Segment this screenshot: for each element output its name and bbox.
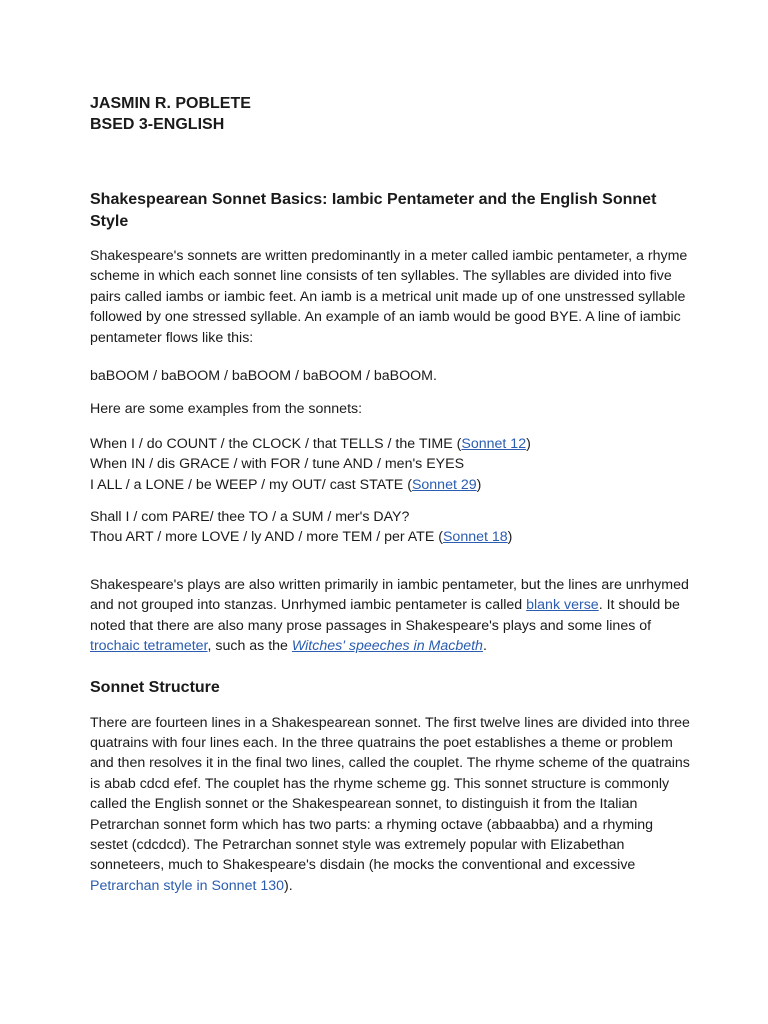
sonnet-example-group-2 [90, 507, 690, 548]
example-line-1-end: ) [526, 435, 531, 452]
witches-speeches-macbeth-link[interactable]: Witches' speeches in Macbeth [291, 638, 483, 655]
author-block [90, 93, 690, 135]
author-name: JASMIN R. POBLETE [90, 95, 251, 112]
example-line-1-text: When I / do COUNT / the CLOCK / that TELLS / the TIME ( [90, 435, 462, 452]
example-line-3-end: ) [476, 476, 482, 493]
example-line-4: Shall I / com PARE/ thee TO / a SUM / mer's DAY? [90, 509, 410, 526]
plays-paragraph [90, 575, 690, 657]
example-line-1 [90, 436, 531, 452]
plays-text-3: , such as the [207, 638, 292, 655]
section-heading-sonnet-basics: Shakespearean Sonnet Basics: Iambic Pentameter and the English Sonnet Style [90, 191, 657, 230]
document-page [90, 93, 690, 896]
structure-text-2: ). [284, 877, 293, 894]
examples-intro: Here are some examples from the sonnets: [90, 401, 363, 418]
plays-text-2: . It should be noted that there are also many prose passages in Shakespeare's plays and some lines of [90, 597, 680, 634]
blank-verse-link[interactable]: blank verse [526, 597, 599, 614]
section-heading-sonnet-structure: Sonnet Structure [90, 678, 220, 696]
author-course: BSED 3-ENGLISH [90, 116, 225, 133]
example-line-3 [90, 477, 481, 493]
example-line-3-text: I ALL / a LONE / be WEEP / my OUT/ cast STATE ( [90, 476, 412, 493]
example-line-5-end: ) [507, 529, 513, 546]
sonnet-18-link[interactable]: Sonnet 18 [442, 529, 508, 546]
intro-paragraph: Shakespeare's sonnets are written predominantly in a meter called iambic pentameter, a rhyme scheme in which each sonnet line consists of ten syllables. The syllables are divided into five pairs called iambs or iambic feet. An iamb is a metrical unit made up of one unstressed syllable followed by one stressed syllable. An example of an iamb would be good BYE. A line of iambic pentameter flows like this: [90, 248, 688, 346]
sonnet-example-group-1 [90, 434, 690, 495]
petrarchan-style-sonnet-130-link[interactable]: Petrarchan style in Sonnet 130 [90, 877, 285, 894]
example-line-2: When IN / dis GRACE / with FOR / tune AND / men's EYES [90, 456, 465, 473]
structure-paragraph [90, 713, 690, 897]
meter-example: baBOOM / baBOOM / baBOOM / baBOOM / baBOOM. [90, 368, 437, 385]
plays-text-1: Shakespeare's plays are also written primarily in iambic pentameter, but the lines are unrhymed and not grouped into stanzas. Unrhymed iambic pentameter is called [90, 576, 689, 614]
example-line-5-text: Thou ART / more LOVE / ly AND / more TEM / per ATE ( [90, 529, 443, 546]
sonnet-12-link[interactable]: Sonnet 12 [461, 435, 527, 452]
structure-text-1: There are fourteen lines in a Shakespearean sonnet. The first twelve lines are divided into three quatrains with four lines each. In the three quatrains the poet establishes a theme or problem and then resolves it in the final two lines, called the couplet. The rhyme scheme of the quatrains is abab cdcd efef. The couplet has the rhyme scheme gg. This sonnet structure is commonly called the English sonnet or the Shakespearean sonnet, to distinguish it from the Italian Petrarchan sonnet form which has two parts: a rhyming octave (abbaabba) and a rhyming sestet (cdcdcd). The Petrarchan sonnet style was extremely popular with Elizabethan sonneteers, much to Shakespeare's disdain (he mocks the conventional and excessive [90, 714, 690, 874]
example-line-5 [90, 529, 512, 545]
trochaic-tetrameter-link[interactable]: trochaic tetrameter [90, 638, 208, 655]
sonnet-29-link[interactable]: Sonnet 29 [411, 476, 477, 493]
plays-text-4: . [482, 638, 487, 655]
